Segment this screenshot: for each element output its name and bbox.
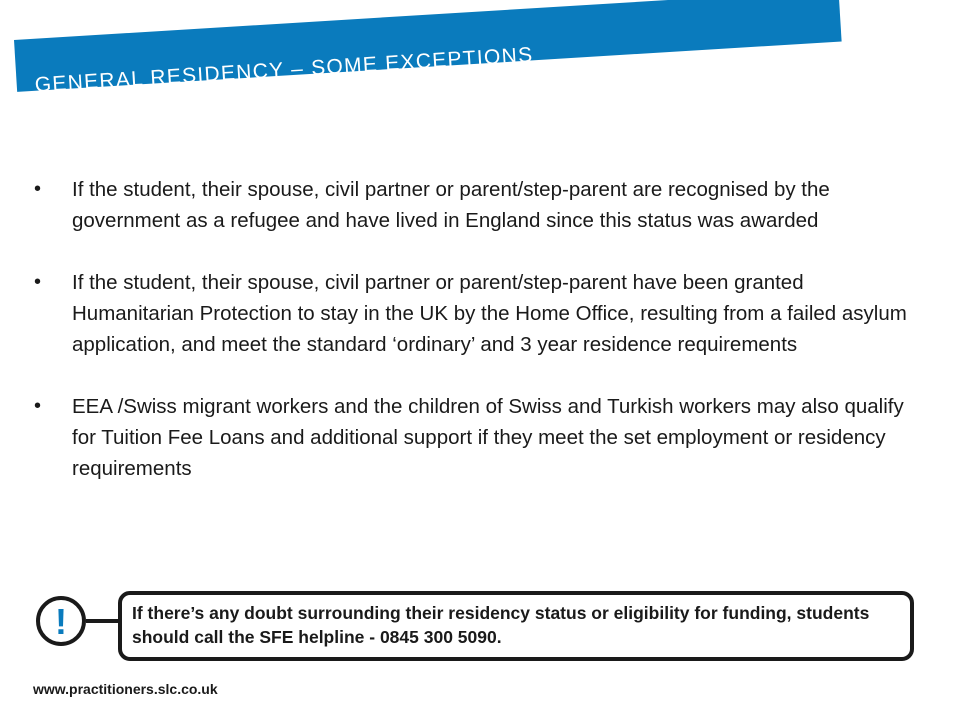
bullet-text: EEA /Swiss migrant workers and the children of Swiss and Turkish workers may also qualify for Tuition Fee Loans and additional support if they meet the set employment or residency requirements xyxy=(72,395,904,480)
callout-connector xyxy=(86,619,118,623)
footer-url[interactable]: www.practitioners.slc.co.uk xyxy=(33,681,218,697)
page-title: GENERAL RESIDENCY – SOME EXCEPTIONS xyxy=(34,43,535,97)
callout-box xyxy=(118,591,914,661)
bullet-marker: • xyxy=(34,178,42,200)
list-item xyxy=(34,267,914,360)
bullet-list xyxy=(34,174,914,515)
exclamation-icon xyxy=(36,596,86,646)
bullet-text: If the student, their spouse, civil partner or parent/step-parent have been granted Humanitarian Protection to stay in the UK by the Home Office, resulting from a failed asylum application, and meet the standard ‘ordinary’ and 3 year residence requirements xyxy=(72,271,907,356)
bullet-text: If the student, their spouse, civil partner or parent/step-parent are recognised by the government as a refugee and have lived in England since this status was awarded xyxy=(72,178,830,232)
bullet-marker: • xyxy=(34,271,42,293)
bullet-marker: • xyxy=(34,395,42,417)
title-banner xyxy=(14,0,842,97)
callout-text: If there’s any doubt surrounding their residency status or eligibility for funding, students should call the SFE helpline - 0845 300 5090. xyxy=(132,603,870,647)
helpline-callout xyxy=(28,591,918,661)
exclamation-glyph: ! xyxy=(55,601,67,642)
list-item xyxy=(34,174,914,236)
list-item xyxy=(34,391,914,484)
